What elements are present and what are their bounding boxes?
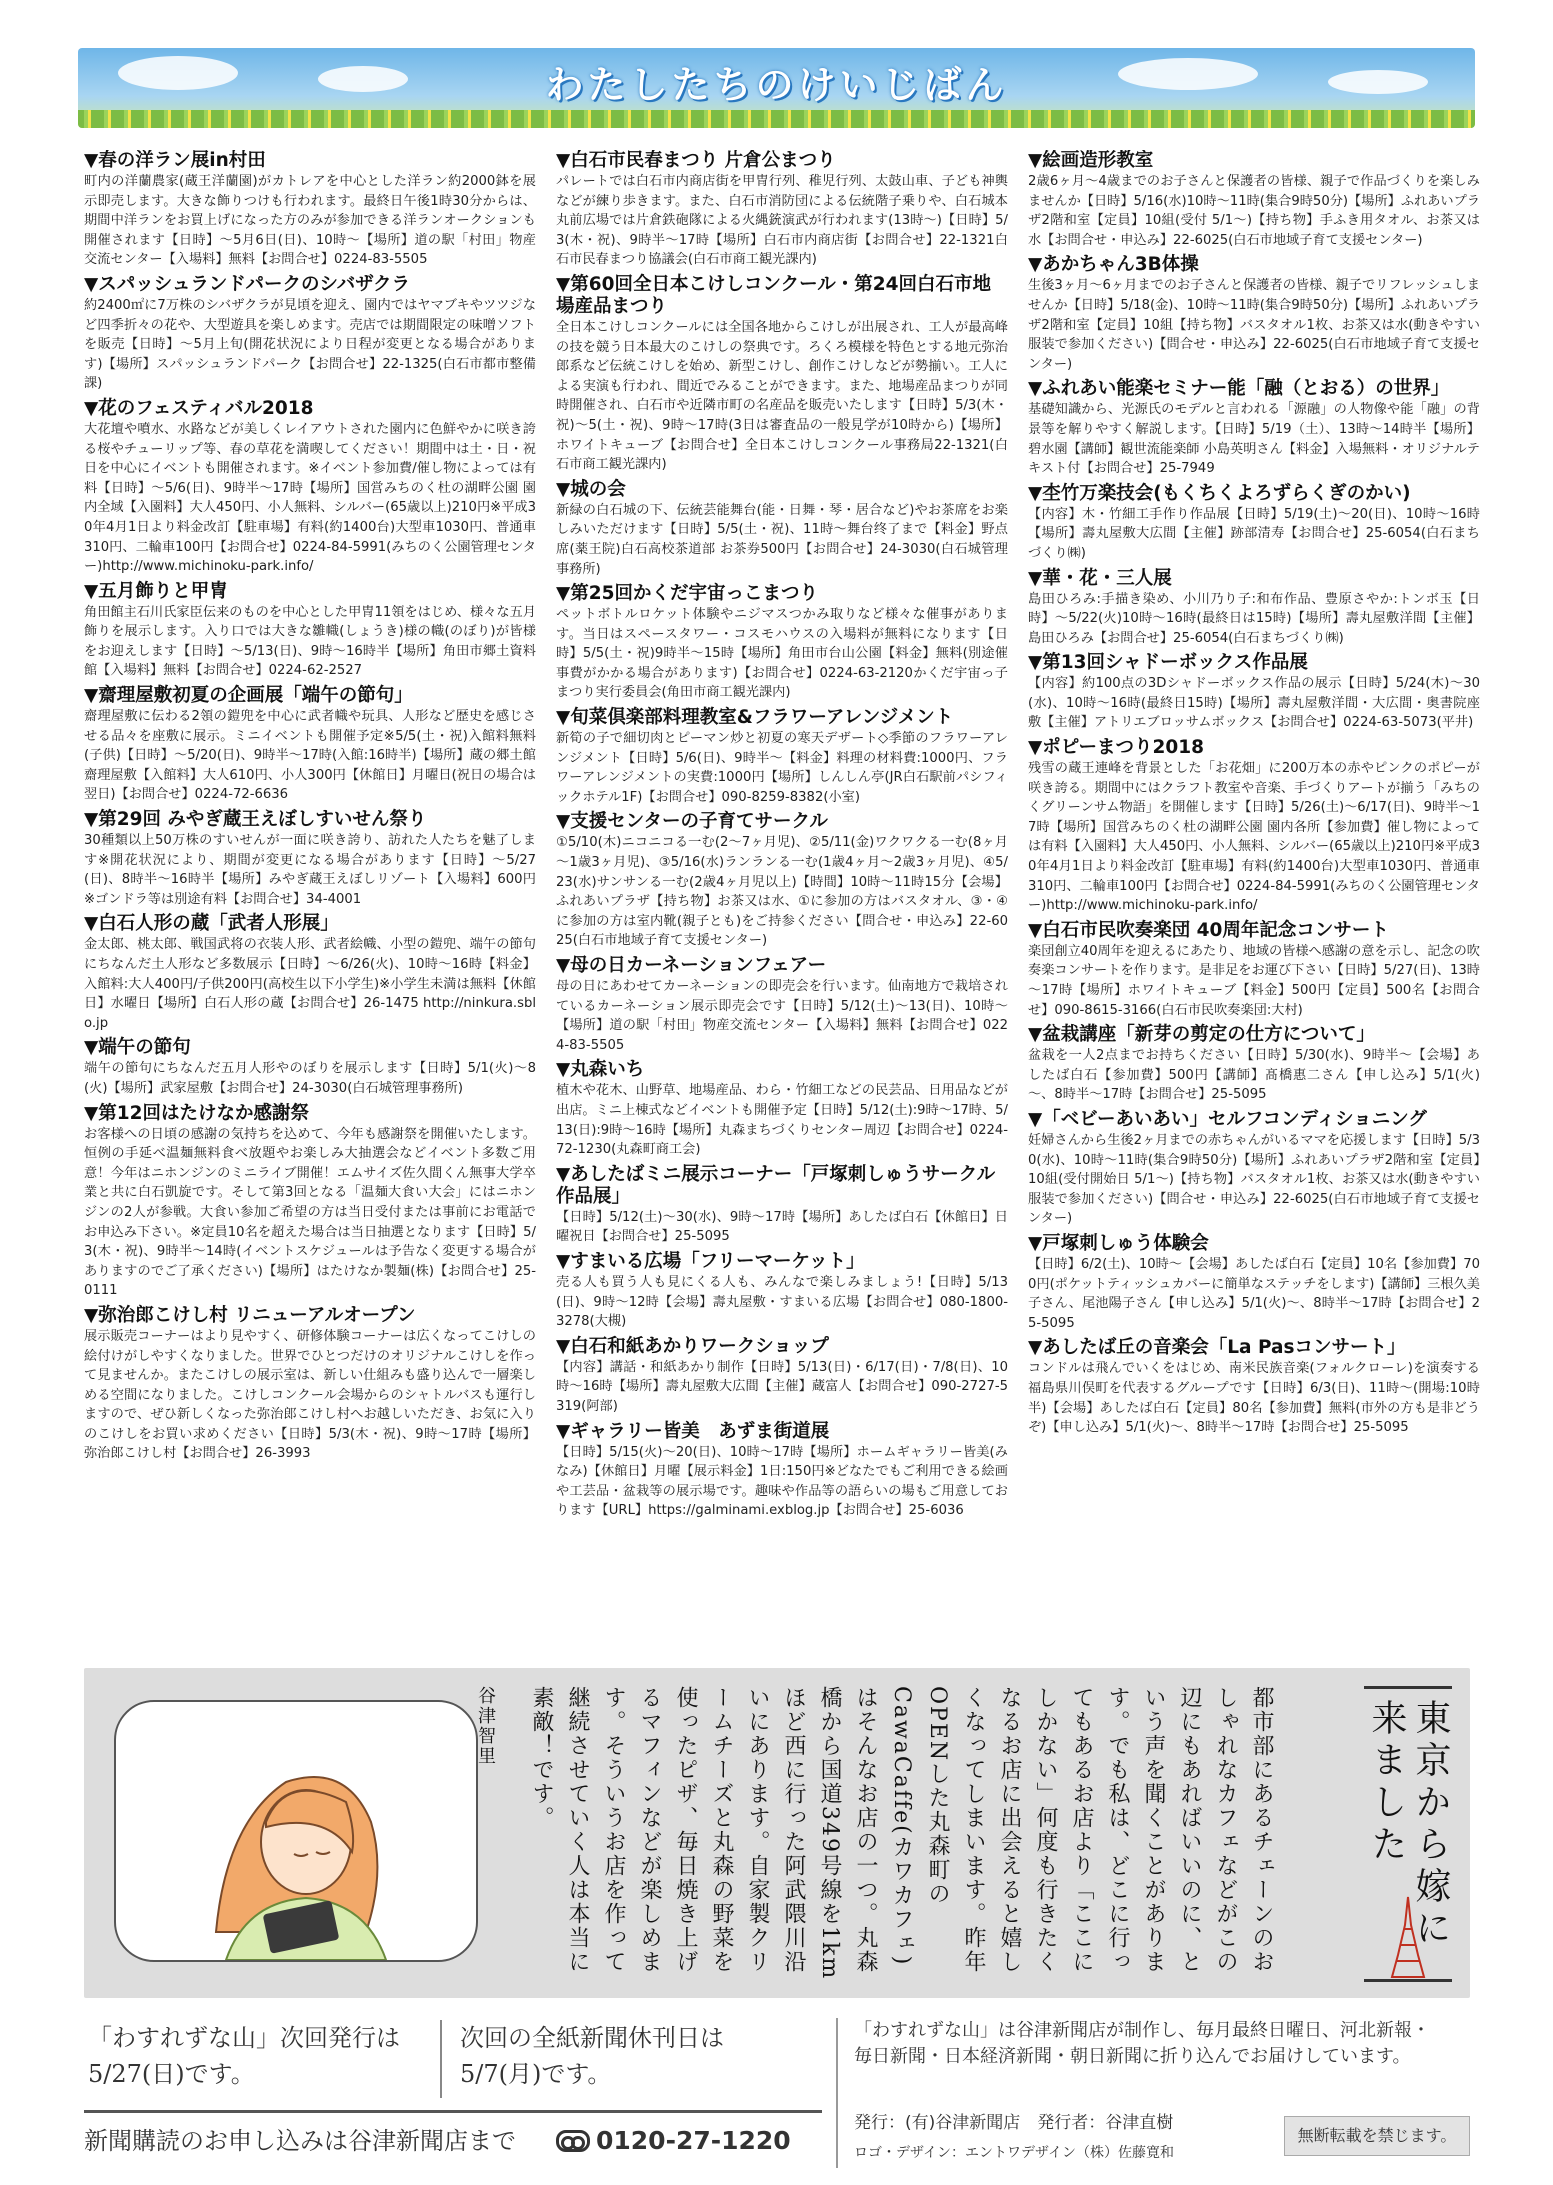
event-body: 【日時】5/15(火)～20(日)、10時～17時【場所】ホームギャラリー皆美(みなみ)【休館日】月曜【展示料金】1日:150円※どなたでもご利用できる絵画や工芸品・盆栽等の展示場です。趣味や作品等の語らいの場もご用意しております【URL】https://galminami.exblog.jp【お問合せ】25-6036 <box>556 1444 1008 1519</box>
event-item <box>556 150 1008 270</box>
event-body: ペットボトルロケット体験やニジマスつかみ取りなど様々な催事があります。当日はスペースタワー・コスモハウスの入場料が無料になります【日時】5/5(土・祝)9時半～15時【場所】角田市台山公園【料金】無料(別途催事費がかかる場合があります)【お問合せ】0224-63-2120かくだ宇宙っ子まつり実行委員会(角田市商工観光課内) <box>556 607 1008 701</box>
event-title: ▼白石市民春まつり 片倉公まつり <box>556 150 836 171</box>
essay-title: 東京から嫁に来ました <box>1366 1699 1451 1951</box>
page-title: わたしたちのけいじばん <box>545 63 1008 107</box>
holiday-line1: 次回の全紙新聞休刊日は <box>460 2024 724 2052</box>
reading-woman-icon <box>116 1702 476 1960</box>
event-title: ▼杢竹万楽技会(もくちくよろずらくぎのかい) <box>1028 482 1411 504</box>
publisher-box <box>854 2108 1274 2168</box>
about-line1: 「わすれずな山」は谷津新聞店が制作し、毎月最終日曜日、河北新報・ <box>854 2020 1430 2041</box>
event-item <box>556 1251 1008 1332</box>
event-item <box>84 1305 536 1464</box>
event-title: ▼花のフェスティバル2018 <box>84 397 314 419</box>
free-dial-icon <box>556 2130 590 2152</box>
about-line2: 毎日新聞・日本経済新聞・朝日新聞に折り込んでお届けしています。 <box>854 2046 1411 2067</box>
event-item <box>84 150 536 270</box>
event-body: 町内の洋蘭農家(蔵王洋蘭園)がカトレアを中心とした洋ラン約2000鉢を展示即売します。大きな飾りつけも行われます。最終日午後1時30分からは、期間中洋ランをお買上げになった方のみが参加できる洋ランオークションも開催されます【日時】～5月6日(日)、10時～【場所】道の駅「村田」物産交流センター【入場料】無料【お問合せ】0224-83-5505 <box>84 174 536 268</box>
event-body: 【日時】6/2(土)、10時～【会場】あしたば白石【定員】10名【参加費】700円(ポケットティッシュカバーに簡単なステッチをします)【講師】三根久美子さん、尾池陽子さん【申し込み】5/1(火)～、8時半～17時【お問合せ】25-5095 <box>1028 1256 1480 1331</box>
event-item <box>556 955 1008 1055</box>
event-title: ▼「ベビーあいあい」セルフコンディショニング <box>1028 1108 1427 1130</box>
about-box <box>854 2018 1470 2070</box>
event-item <box>84 1037 536 1098</box>
event-item <box>1028 1233 1480 1333</box>
event-title: ▼あしたばミニ展示コーナー「戸塚刺しゅうサークル作品展」 <box>556 1163 996 1207</box>
event-body: 約2400㎡に7万株のシバザクラが見頃を迎え、園内ではヤマブキやツツジなど四季折々の花や、大型遊具を楽しめます。売店では期間限定の味噌ソフトを販売【日時】～5月上旬(開花状況により日程が変更となる場合があります)【場所】スパッシュランドパーク【お問合せ】22-1325(白石市都市整備課) <box>84 297 536 392</box>
event-title: ▼春の洋ラン展in村田 <box>84 150 266 171</box>
event-title: ▼ふれあい能楽セミナー能「融（とおる）の世界」 <box>1028 378 1450 400</box>
column-right <box>1028 150 1480 1650</box>
publisher-text: 発行：(有)谷津新聞店 発行者：谷津直樹 <box>854 2113 1174 2133</box>
next-issue-box <box>84 2020 442 2098</box>
essay-section <box>84 1668 1470 1998</box>
event-body: 齋理屋敷に伝わる2領の鎧兜を中心に武者幟や玩具、人形など歴史を感じさせる品々を座敷に展示。ミニイベントも開催予定※5/5(土・祝)入館料無料(子供)【日時】～5/20(日)、9時半～17時(入館:16時半)【場所】蔵の郷土館 齋理屋敷【入館料】大人610円、小人300円【休館日】月曜日(祝日の場合は翌日)【お問合せ】0224-72-6636 <box>84 709 536 803</box>
event-body: 生後3ヶ月～6ヶ月までのお子さんと保護者の皆様、親子でリフレッシュしませんか【日時】5/18(金)、10時～11時(集合9時50分)【場所】ふれあいプラザ2階和室【定員】10組【持ち物】バスタオル1枚、お茶又は水(動きやすい服装で参加ください)【問合せ・申込み】22-6025(白石市地域子育て支援センター) <box>1028 278 1480 372</box>
event-item <box>84 1103 536 1301</box>
event-title: ▼ギャラリー皆美 あずま街道展 <box>556 1420 830 1442</box>
subscribe-row <box>84 2120 822 2164</box>
event-item <box>556 811 1008 951</box>
event-item <box>84 274 536 394</box>
event-title: ▼第25回かくだ宇宙っこまつり <box>556 583 818 605</box>
divider <box>84 2110 822 2113</box>
event-item <box>556 1059 1008 1159</box>
event-title: ▼あしたば丘の音楽会「La Pasコンサート」 <box>1028 1337 1406 1359</box>
event-item <box>1028 378 1480 478</box>
event-item <box>84 913 536 1033</box>
event-item <box>84 809 536 909</box>
event-title: ▼あかちゃん3B体操 <box>1028 254 1199 276</box>
event-body: 盆栽を一人2点までお持ちください【日時】5/30(水)、9時半～【会場】あしたば白石【参加費】500円【講師】髙橋惠二さん【申し込み】5/1(火)～、8時半～17時【お問合せ】25-5095 <box>1028 1048 1480 1103</box>
event-item <box>1028 737 1480 916</box>
no-reprint-badge: 無断転載を禁じます。 <box>1284 2116 1470 2156</box>
event-item <box>1028 483 1480 564</box>
event-body: 残雪の蔵王連峰を背景とした「お花畑」に200万本の赤やピンクのポピーが咲き誇る。期間中にはクラフト教室や音楽、手づくりアートが揃う「みちのくグリーンサム物語」を開催します【日時】5/26(土)～6/17(日)、9時半～17時【場所】国営みちのく杜の湖畔公園 園内各所【参加費】催し物によっては有料【入園料】大人450円、小人無料、シルバー(65歳以上)210円※平成30年4月1日より料金改訂【駐車場】有料(約1400台)大型車1030円、普通車310円、二輪車100円【お問合せ】0224-84-5991(みちのく公園管理センター)http://www.michinoku-park.info/ <box>1028 761 1480 914</box>
event-title: ▼第12回はたけなか感謝祭 <box>84 1102 309 1124</box>
event-item <box>1028 1337 1480 1437</box>
event-title: ▼白石和紙あかりワークショップ <box>556 1335 829 1357</box>
event-item <box>1028 1024 1480 1105</box>
event-item <box>1028 150 1480 250</box>
event-item <box>1028 920 1480 1020</box>
divider <box>836 2018 838 2168</box>
essay-title-box <box>1364 1686 1452 1982</box>
event-title: ▼支援センターの子育てサークル <box>556 811 828 833</box>
essay-body: 都市部にあるチェーンのおしゃれなカフェなどがこの辺にもあればいいのに、という声を聞くことがあります。でも私は、どこに行ってもあるお店より「ここにしかない」何度も行きたくなるお店に出会えると嬉しくなってしまいます。昨年OPENした丸森町のCawaCaffe(カワカフェ)はそんなお店の一つ。丸森橋から国道349号線を1kmほど西に行った阿武隈川沿いにあります。自家製クリームチーズと丸森の野菜を使ったピザ、毎日焼き上げるマフィンなどが楽しめます。そういうお店を作って継続させていく人は本当に素敵！です。 <box>529 1686 1274 1981</box>
column-center <box>556 150 1008 1650</box>
event-body: 植木や花木、山野草、地場産品、わら・竹細工などの民芸品、日用品などが出店。ミニ上棟式などイベントも開催予定【日時】5/12(土):9時～17時、5/13(日):9時～16時【場所】丸森まちづくりセンター周辺【お問合せ】0224-72-1230(丸森町商工会) <box>556 1083 1008 1158</box>
event-title: ▼戸塚刺しゅう体験会 <box>1028 1232 1209 1254</box>
event-title: ▼第29回 みやぎ蔵王えぼしすいせん祭り <box>84 809 427 831</box>
event-title: ▼白石人形の蔵「武者人形展」 <box>84 913 339 935</box>
event-title: ▼城の会 <box>556 478 626 500</box>
event-title: ▼端午の節句 <box>84 1037 191 1059</box>
event-body: 【日時】5/12(土)～30(水)、9時～17時【場所】あしたば白石【休館日】日曜祝日【お問合せ】25-5095 <box>556 1209 1008 1245</box>
event-title: ▼スパッシュランドパークのシバザクラ <box>84 273 410 295</box>
event-body: 新緑の白石城の下、伝統芸能舞台(能・日舞・琴・居合など)やお茶席をお楽しみいただけます【日時】5/5(土・祝)、11時～舞台终了まで【料金】野点席(薬王院)白石高校茶道部 お茶券500円【お問合せ】24-3030(白石城管理事務所) <box>556 502 1008 577</box>
event-title: ▼白石市民吹奏楽団 40周年記念コンサート <box>1028 919 1389 941</box>
event-body: 売る人も買う人も見にくる人も、みんなで楽しみましょう!【日時】5/13(日)、9時～12時【会場】壽丸屋敷・すまいる広場【お問合せ】080-1800-3278(大槻) <box>556 1274 1008 1330</box>
event-item <box>1028 254 1480 374</box>
event-item <box>556 583 1008 703</box>
event-title: ▼ポピーまつり2018 <box>1028 737 1204 759</box>
event-body: 妊婦さんから生後2ヶ月までの赤ちゃんがいるママを応援します【日時】5/30(水)、10時～11時(集合9時50分)【場所】ふれあいプラザ2階和室【定員】10組(受付開始日 5/1～)【持ち物】バスタオル1枚、お茶又は水(動きやすい服装で参加ください)【問合せ・申込み】22-6025(白石市地域子育て支援センター) <box>1028 1132 1480 1227</box>
footer <box>84 2012 1470 2172</box>
event-item <box>556 707 1008 807</box>
design-credit: ロゴ・デザイン：エントワデザイン（株）佐藤寛和 <box>854 2145 1175 2161</box>
event-body: 【内容】約100点の3Dシャドーボックス作品の展示【日時】5/24(木)～30(水)、10時～16時(最終日15時)【場所】壽丸屋敷洋間・大広間・奥書院座敷【主催】アトリエブロッサムボックス【お問合せ】0224-63-5073(平井) <box>1028 676 1480 731</box>
page-header <box>78 48 1475 128</box>
event-item <box>556 1336 1008 1417</box>
column-left <box>84 150 536 1650</box>
event-body: 基礎知識から、光源氏のモデルと言われる「源融」の人物像や能「融」の背景等を解りやすく解説します。【日時】5/19（土）、13時～14時半【場所】碧水園【講師】観世流能楽師 小島英明さん【料金】入場無料・オリジナルテキスト付【お問合せ】25-7949 <box>1028 402 1480 477</box>
event-body: 金太郎、桃太郎、戦国武将の衣装人形、武者絵幟、小型の鎧兜、端午の節句にちなんだ土人形など多数展示【日時】～6/26(火)、10時～16時【料金】入館料:大人400円/子供200円(高校生以下小学生)※小学生未満は無料【休館日】水曜日【場所】白石人形の蔵【お問合せ】26-1475 http://ninkura.sblo.jp <box>84 937 536 1031</box>
event-body: 新筍の子で細切肉とピーマン炒と初夏の寒天デザート◇季節のフラワーアレンジメント【日時】5/6(日)、9時半～【料金】料理の材料費:1000円、フラワーアレンジメントの実費:1000円【場所】しんしん亭(JR白石駅前パシフィックホテル1F)【お問合せ】090-8259-8382(小室) <box>556 731 1008 805</box>
phone-number[interactable]: 0120-27-1220 <box>596 2126 791 2155</box>
event-body: 楽団創立40周年を迎えるにあたり、地域の皆様へ感謝の意を示し、記念の吹奏楽コンサートを作ります。是非足をお運び下さい【日時】5/27(日)、13時～17時【場所】ホワイトキューブ【料金】500円【定員】500名【お問合せ】090-8615-3166(白石市民吹奏楽団:大村) <box>1028 943 1480 1018</box>
event-body: 母の日にあわせてカーネーションの即売会を行います。仙南地方で栽培されているカーネーション展示即売会です【日時】5/12(土)～13(日)、10時～【場所】道の駅「村田」物産交流センター【入場料】無料【お問合せ】0224-83-5505 <box>556 979 1008 1053</box>
event-body: 【内容】木・竹細工手作り作品展【日時】5/19(土)～20(日)、10時～16時【場所】壽丸屋敷大広間【主催】跡部清寿【お問合せ】25-6054(白石まちづくり㈱) <box>1028 506 1480 561</box>
event-title: ▼齋理屋敷初夏の企画展「端午の節句」 <box>84 685 413 707</box>
event-body: 島田ひろみ:手描き染め、小川乃り子:和布作品、豊原さやか:トンボ玉【日時】～5/22(火)10時～16時(最終日は15時)【場所】壽丸屋敷洋間【主催】島田ひろみ【お問合せ】25-6054(白石まちづくり㈱) <box>1028 591 1480 646</box>
event-body: 角田館主石川氏家臣伝来のものを中心とした甲冑11領をはじめ、様々な五月飾りを展示します。入り口では大きな雛幟(しょうき)様の幟(のぼり)が皆様をお迎えします【日時】～5/13(日)、9時～16時半【場所】角田市郷土資料館【入場料】無料【お問合せ】0224-62-2527 <box>84 604 536 679</box>
subscribe-text: 新聞購読のお申し込みは谷津新聞店まで <box>84 2127 516 2155</box>
next-issue-line2: 5/27(日)です。 <box>88 2060 255 2088</box>
event-title: ▼華・花・三人展 <box>1028 567 1172 589</box>
event-item <box>556 274 1008 475</box>
tokyo-tower-icon <box>1388 1895 1428 1979</box>
event-item <box>1028 1109 1480 1229</box>
event-body: コンドルは飛んでいくをはじめ、南米民族音楽(フォルクローレ)を演奏する福島県川俣町を代表するグループです【日時】6/3(日)、11時～(開場:10時半)【会場】あしたば白石【定員】80名【参加費】無料(市外の方も是非どうぞ)【申し込み】5/1(火)～、8時半～17時【お問合せ】25-5095 <box>1028 1361 1480 1436</box>
event-title: ▼弥治郎こけし村 リニューアルオープン <box>84 1304 416 1326</box>
event-item <box>1028 652 1480 733</box>
event-body: 端午の節句にちなんだ五月人形やのぼりを展示します【日時】5/1(火)～8(火)【場所】武家屋敷【お問合せ】24-3030(白石城管理事務所) <box>84 1061 536 1096</box>
holiday-box <box>460 2020 822 2098</box>
event-title: ▼丸森いち <box>556 1059 645 1081</box>
event-title: ▼五月飾りと甲冑 <box>84 580 228 602</box>
flower-border-decoration <box>78 110 1475 128</box>
event-item <box>556 1164 1008 1247</box>
event-item <box>1028 568 1480 649</box>
next-issue-line1: 「わすれずな山」次回発行は <box>88 2024 400 2052</box>
reading-woman-illustration <box>114 1700 478 1962</box>
event-body: 30種類以上50万株のすいせんが一面に咲き誇り、訪れた人たちを魅了します※開花状況により、期間が変更になる場合があります【日時】～5/27(日)、8時半～16時半【場所】みやぎ蔵王えぼしリゾート【入場料】600円※ゴンドラ等は別途有料【お問合せ】34-4001 <box>84 833 536 907</box>
event-item <box>84 398 536 577</box>
event-item <box>84 685 536 805</box>
event-item <box>556 479 1008 579</box>
event-body: 展示販売コーナーはより見やすく、研修体験コーナーは広くなってこけしの絵付けがしやすくなりました。世界でひとつだけのオリジナルこけしを作って見ませんか。またこけしの展示室は、新しい仕組みも盛り込んで一層楽しめる空間になりました。こけしコンクール会場からのシャトルバスも運行しますので、ぜひ新しくなった弥治郎こけし村へお越しいただき、お気に入りのこけしをお買い求めください【日時】5/3(木・祝)、9時～17時【場所】弥治郎こけし村【お問合せ】26-3993 <box>84 1328 536 1462</box>
event-title: ▼第13回シャドーボックス作品展 <box>1028 652 1308 674</box>
event-body: 2歳6ヶ月～4歳までのお子さんと保護者の皆様、親子で作品づくりを楽しみませんか【日時】5/16(水)10時～11時(集合9時50分)【場所】ふれあいプラザ2階和室【定員】10組(受付 5/1～)【持ち物】手ふき用タオル、お茶又は水【お問合せ・申込み】22-6025(白石市地域子育て支援センター) <box>1028 174 1480 248</box>
event-title: ▼母の日カーネーションフェアー <box>556 955 827 976</box>
event-body: お客様への日頃の感謝の気持ちを込めて、今年も感謝祭を開催いたします。恒例の手延べ温麺無料食べ放題やお楽しみ大抽選会などイベント多数ご用意！今年はニホンジンのミニライブ開催！エムサイズ佐久間くん無事大学卒業と共に白石凱旋です。そして第3回となる「温麺大食い大会」にはニホンジンの2人が参戦。大食い参加ご希望の方は当日受付または事前にお電話でお申込み下さい。※定員10名を超えた場合は当日抽選となります【日時】5/3(木・祝)、9時半～14時(イベントスケジュールは予告なく変更する場合がありますのでご了承ください)【場所】はたけなか製麺(株)【お問合せ】25-0111 <box>84 1126 536 1299</box>
event-body: 全日本こけしコンクールには全国各地からこけしが出展され、工人が最高峰の技を競う日本最大のこけしの祭典です。ろくろ模様を特色とする地元弥治郎系など伝統こけしを始め、新型こけし、創作こけしなどが勢揃い。工人による実演も行われ、間近でみることができます。また、地場産品まつりが同時開催され、白石市や近隣市町の名産品を販売いたします【日時】5/3(木・祝)～5(土・祝)、9時～17時(3日は審査品の一般見学が10時から)【場所】ホワイトキューブ【お問合せ】全日本こけしコンクール事務局22-1321(白石市商工観光課内) <box>556 319 1008 473</box>
event-body: 【内容】講話・和紙あかり制作【日時】5/13(日)・6/17(日)・7/8(日)、10時～16時【場所】壽丸屋敷大広間【主催】蔵富人【お問合せ】090-2727-5319(阿部) <box>556 1359 1008 1414</box>
event-body: パレートでは白石市内商店街を甲冑行列、稚児行列、太鼓山車、子ども神輿などが練り歩きます。また、白石市消防団による伝統階子乗りや、白石城本丸前広場では片倉鉄砲隊による火縄銃演武が行われます(13時～)【日時】5/3(木・祝)、9時半～17時【場所】白石市内商店街【お問合せ】22-1321白石市民春まつり協議会(白石市商工観光課内) <box>556 174 1008 268</box>
event-body: 大花壇や噴水、水路などが美しくレイアウトされた園内に色鮮やかに咲き誇る桜やチューリップ等、春の草花を満喫してください！期間中は土・日・祝日を中心にイベントも開催されます。※イベント参加費/催し物によっては有料【日時】～5/6(日)、9時半～17時【場所】国営みちのく杜の湖畔公園 園内全域【入園料】大人450円、小人無料、シルバー(65歳以上)210円※平成30年4月1日より料金改訂【駐車場】有料(約1400台)大型車1030円、普通車310円、二輪車100円【お問合せ】0224-84-5991(みちのく公園管理センター)http://www.michinoku-park.info/ <box>84 421 536 575</box>
event-item <box>84 581 536 681</box>
event-body: ①5/10(木)ニコニコる一む(2～7ヶ月児)、②5/11(金)ワクワクる一む(8ヶ月～1歳3ヶ月児)、③5/16(水)ランランる一む(1歳4ヶ月～2歳3ヶ月児)、④5/23(水)サンサンる一む(2歳4ヶ月児以上)【時間】10時～11時15分【会場】ふれあいプラザ【持ち物】お茶又は水、①に参加の方はバスタオル、③・④に参加の方は室内靴(親子とも)をご持参ください【問合せ・申込み】22-6025(白石市地域子育て支援センター) <box>556 835 1008 949</box>
event-title: ▼絵画造形教室 <box>1028 150 1154 171</box>
event-title: ▼盆栽講座「新芽の剪定の仕方について」 <box>1028 1024 1375 1046</box>
essay-author: 谷津智里 <box>475 1686 496 1766</box>
holiday-line2: 5/7(月)です。 <box>460 2060 612 2088</box>
event-title: ▼旬菜倶楽部料理教室&フラワーアレンジメント <box>556 707 954 729</box>
event-title: ▼第60回全日本こけしコンクール・第24回白石市地場産品まつり <box>556 273 991 317</box>
event-item <box>556 1421 1008 1521</box>
event-title: ▼すまいる広場「フリーマーケット」 <box>556 1250 865 1272</box>
